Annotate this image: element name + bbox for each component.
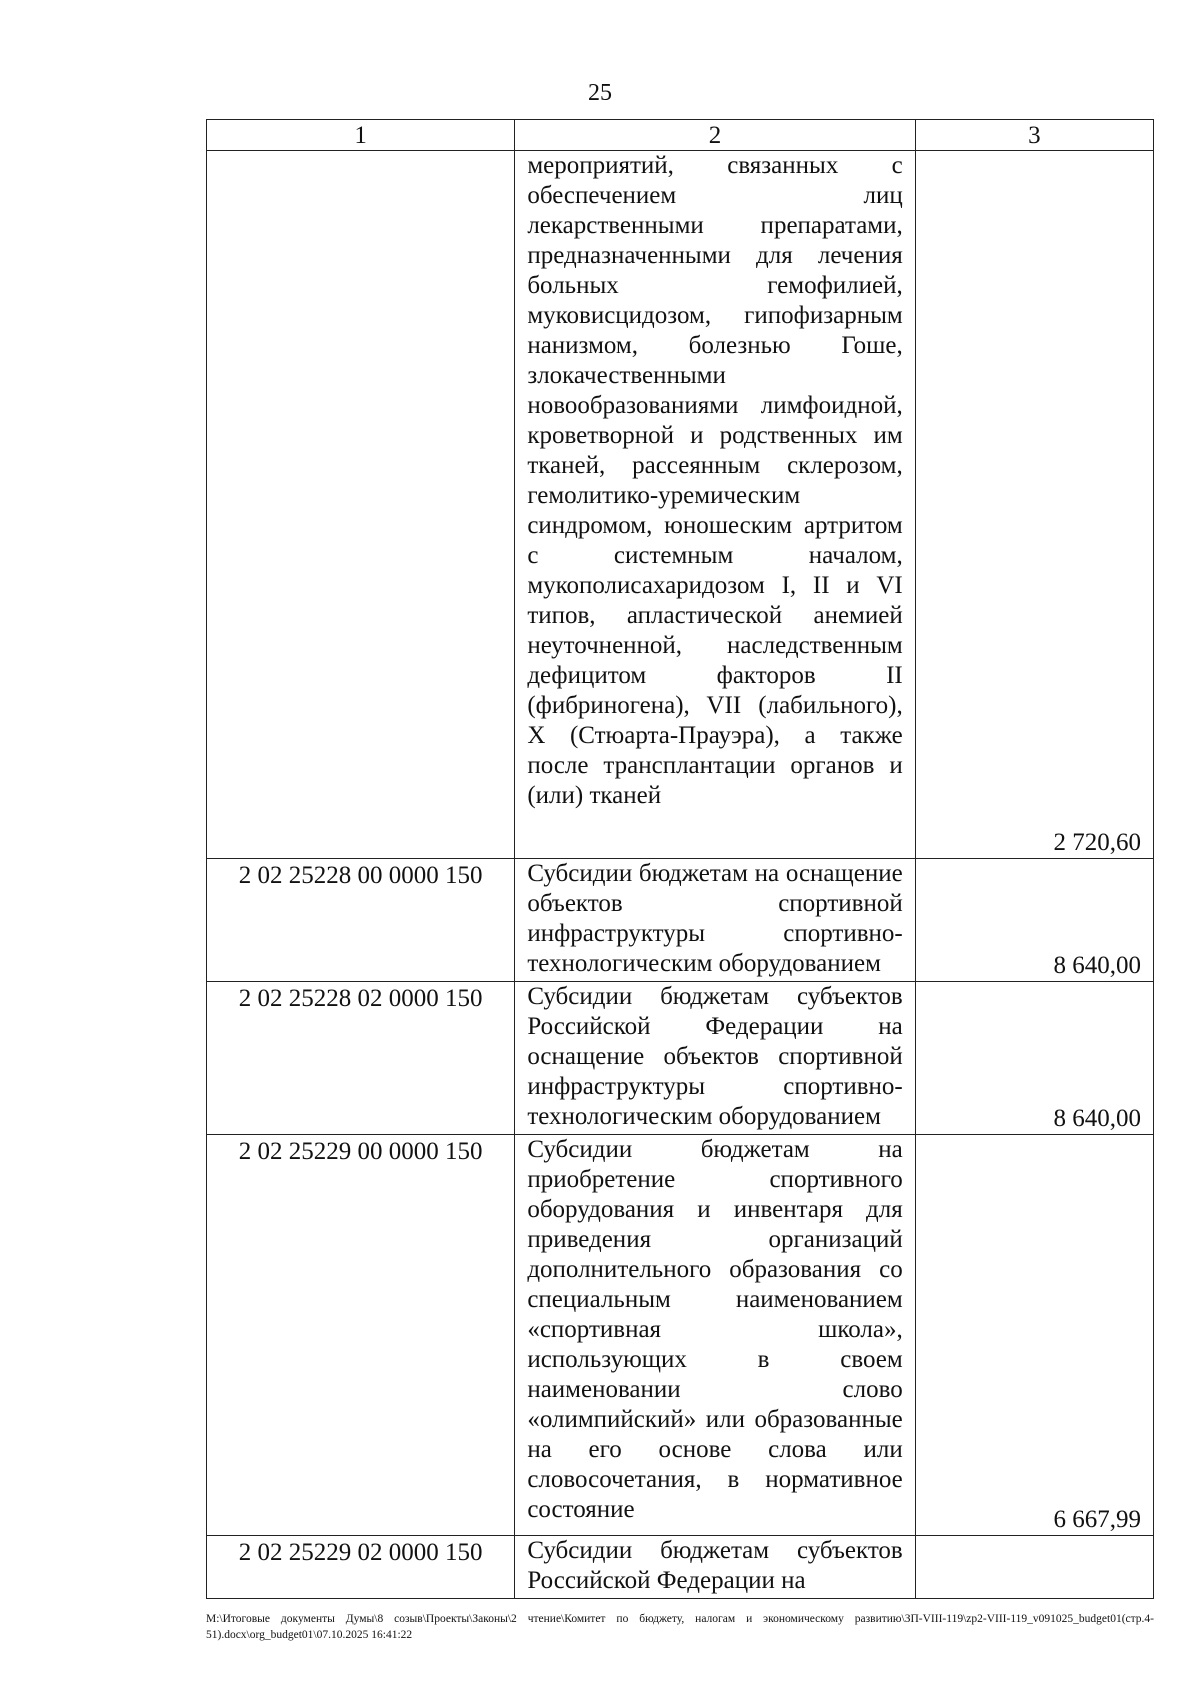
column-header-1: 1 bbox=[207, 120, 515, 151]
row-amount: 8 640,00 bbox=[915, 859, 1153, 982]
row-amount: 6 667,99 bbox=[915, 1135, 1153, 1536]
row-code: 2 02 25229 02 0000 150 bbox=[207, 1536, 515, 1599]
table-header-row bbox=[207, 120, 1154, 151]
row-amount: 2 720,60 bbox=[915, 151, 1153, 859]
row-name: мероприятий, связанных с обеспечением лиц лекарственными препаратами, предназначенными для лечения больных гемофилией, муковисцидозом, гипофизарным нанизмом, болезнью Гоше, злокачественными новообразованиями лимфоидной, кроветворной и родственных им тканей, рассеянным склерозом, гемолитико-уремическим синдромом, юношеским артритом с системным началом, мукополисахаридозом I, II и VI типов, апластической анемией неуточненной, наследственным дефицитом факторов II (фибриногена), VII (лабильного), X (Стюарта-Прауэра), а также после трансплантации органов и (или) тканей bbox=[515, 151, 915, 859]
file-path-footer: М:\Итоговые документы Думы\8 созыв\Проекты\Законы\2 чтение\Комитет по бюджету, налогам и экономическому развитию\ЗП-VIII-119\zp2-VIII-119_v091025_budget01(стр.4-51).docx\org_budget01\07.10.2025 16:41:22 bbox=[206, 1613, 1154, 1641]
table-row bbox=[207, 982, 1154, 1135]
table-row bbox=[207, 859, 1154, 982]
column-header-2: 2 bbox=[515, 120, 915, 151]
row-name: Субсидии бюджетам субъектов Российской Федерации на оснащение объектов спортивной инфраструктуры спортивно-технологическим оборудованием bbox=[515, 982, 915, 1135]
row-amount: 8 640,00 bbox=[915, 982, 1153, 1135]
row-code: 2 02 25228 00 0000 150 bbox=[207, 859, 515, 982]
table-row bbox=[207, 1135, 1154, 1536]
table-row bbox=[207, 1536, 1154, 1599]
budget-table bbox=[206, 119, 1154, 1599]
row-amount bbox=[915, 1536, 1153, 1599]
row-code: 2 02 25228 02 0000 150 bbox=[207, 982, 515, 1135]
row-name: Субсидии бюджетам на оснащение объектов спортивной инфраструктуры спортивно-технологическим оборудованием bbox=[515, 859, 915, 982]
column-header-3: 3 bbox=[915, 120, 1153, 151]
row-code: 2 02 25229 00 0000 150 bbox=[207, 1135, 515, 1536]
row-code bbox=[207, 151, 515, 859]
table-row bbox=[207, 151, 1154, 859]
row-name: Субсидии бюджетам на приобретение спортивного оборудования и инвентаря для приведения организаций дополнительного образования со специальным наименованием «спортивная школа», использующих в своем наименовании слово «олимпийский» или образованные на его основе слова или словосочетания, в нормативное состояние bbox=[515, 1135, 915, 1536]
page-number: 25 bbox=[588, 80, 612, 106]
row-name: Субсидии бюджетам субъектов Российской Федерации на bbox=[515, 1536, 915, 1599]
